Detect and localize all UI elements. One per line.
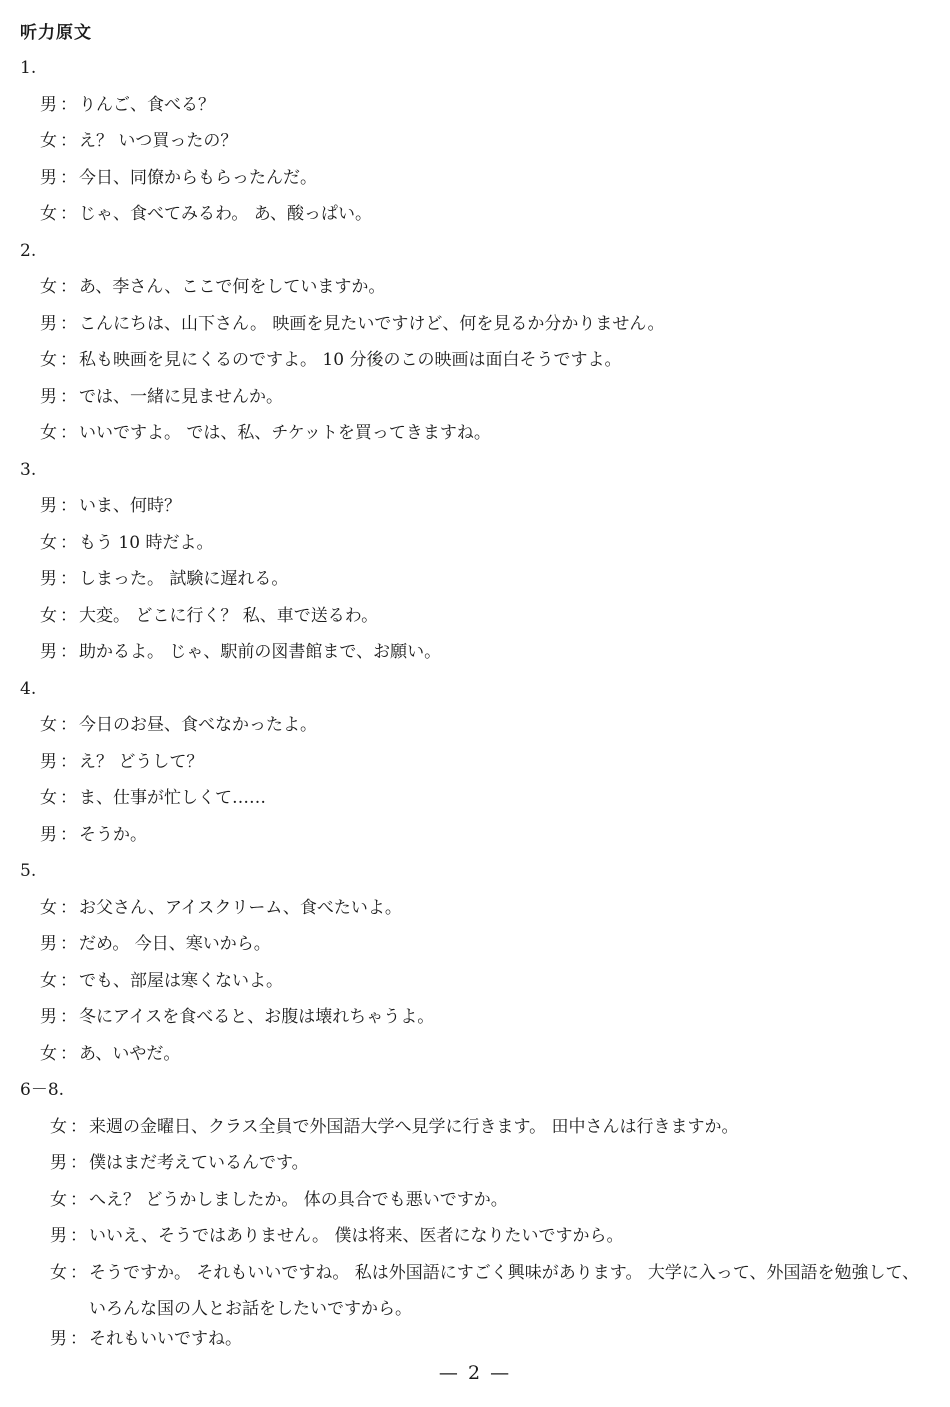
speaker-label: 女: [40, 131, 57, 151]
utterance-text: え？ いつ買ったの？: [79, 131, 238, 151]
utterance-text: こんにちは、山下さん。 映画を見たいですけど、何を見るか分かりません。: [79, 313, 665, 334]
utterance-text: では、一緒に見ませんか。: [79, 386, 283, 407]
speaker-label: 女: [40, 1043, 57, 1064]
utterance-text: でも、部屋は寒くないよ。: [79, 970, 283, 991]
speaker-separator: ：: [60, 605, 77, 626]
dialogue-line: [20, 1327, 935, 1364]
speaker-separator: ：: [60, 204, 77, 224]
utterance-text: へえ？ どうかしましたか。 体の具合でも悪いですか。: [89, 1189, 508, 1210]
speaker-separator: ：: [70, 1189, 87, 1210]
speaker-separator: ：: [60, 1043, 77, 1064]
speaker-label: 女: [40, 715, 57, 735]
speaker-separator: ：: [60, 313, 77, 334]
speaker-separator: ：: [60, 642, 77, 662]
speaker-label: 女: [40, 423, 57, 443]
speaker-separator: ：: [70, 1328, 87, 1349]
speaker-separator: ：: [60, 751, 77, 772]
speaker-label: 女: [40, 788, 57, 808]
speaker-separator: ：: [60, 532, 77, 553]
speaker-separator: ：: [60, 386, 77, 407]
speaker-separator: ：: [60, 897, 77, 918]
speaker-label: 男: [40, 642, 57, 662]
speaker-separator: ：: [60, 970, 77, 991]
speaker-separator: ：: [60, 131, 77, 151]
utterance-text: え？ どうして？: [79, 751, 204, 772]
utterance-text: もう 10 時だよ。: [79, 532, 214, 553]
utterance-text: いいですよ。 では、私、チケットを買ってきますね。: [79, 423, 491, 443]
utterance-text: 大変。 どこに行く？ 私、車で送るわ。: [79, 605, 379, 626]
speaker-label: 男: [50, 1328, 67, 1349]
utterance-text: そうか。: [79, 824, 147, 845]
speaker-label: 女: [40, 204, 57, 224]
dialogue-line: [20, 1261, 935, 1327]
section-number: 2.: [20, 240, 37, 261]
speaker-separator: ：: [60, 569, 77, 589]
speaker-separator: ：: [60, 496, 77, 516]
section-number: 4.: [20, 678, 37, 699]
utterance-text: そうですか。 それもいいですね。 私は外国語にすごく興味があります。 大学に入って、外国語を勉強して、いろんな国の人とお話をしたいですから。: [89, 1262, 920, 1319]
utterance-text: 冬にアイスを食べると、お腹は壊れちゃうよ。: [79, 1007, 435, 1027]
utterance-text: それもいいですね。: [89, 1328, 242, 1349]
dialogue-line: [20, 421, 935, 458]
speaker-label: 男: [40, 167, 57, 188]
speaker-label: 女: [40, 897, 57, 918]
speaker-label: 男: [40, 386, 57, 407]
utterance-text: しまった。 試験に遅れる。: [79, 569, 289, 589]
speaker-label: 女: [40, 277, 57, 297]
utterance-text: 来週の金曜日、クラス全員で外国語大学へ見学に行きます。 田中さんは行きますか。: [89, 1116, 739, 1137]
speaker-separator: ：: [70, 1262, 87, 1283]
utterance-text: 今日のお昼、食べなかったよ。: [79, 715, 317, 735]
utterance-text: ま、仕事が忙しくて……: [79, 788, 266, 808]
speaker-label: 女: [50, 1116, 67, 1137]
dialogue-line: [20, 823, 935, 860]
utterance-text: だめ。 今日、寒いから。: [79, 934, 271, 954]
speaker-separator: ：: [70, 1116, 87, 1137]
utterance-text: りんご、食べる？: [79, 94, 215, 115]
speaker-label: 女: [40, 970, 57, 991]
section-number: 1.: [20, 58, 37, 78]
utterance-text: あ、いやだ。: [79, 1043, 181, 1064]
utterance-text: いいえ、そうではありません。 僕は将来、医者になりたいですから。: [89, 1226, 624, 1246]
section-number: 3.: [20, 459, 37, 480]
speaker-label: 男: [40, 824, 57, 845]
page-number: — 2 —: [438, 1362, 512, 1384]
speaker-separator: ：: [70, 1226, 87, 1246]
dialogue-line: [20, 202, 935, 239]
speaker-label: 男: [40, 934, 57, 954]
speaker-separator: ：: [60, 934, 77, 954]
speaker-label: 男: [40, 569, 57, 589]
utterance-text: あ、李さん、ここで何をしていますか。: [79, 277, 386, 297]
utterance-text: 助かるよ。 じゃ、駅前の図書館まで、お願い。: [79, 642, 442, 662]
dialogue-line: [20, 640, 935, 677]
speaker-separator: ：: [60, 788, 77, 808]
page-title: 听力原文: [20, 23, 92, 43]
speaker-separator: ：: [60, 277, 77, 297]
speaker-label: 男: [40, 751, 57, 772]
utterance-text: お父さん、アイスクリーム、食べたいよ。: [79, 897, 402, 918]
speaker-label: 女: [50, 1189, 67, 1210]
speaker-label: 男: [40, 1007, 57, 1027]
speaker-separator: ：: [60, 1007, 77, 1027]
speaker-label: 男: [50, 1153, 67, 1173]
speaker-separator: ：: [60, 350, 77, 370]
utterance-text: 私も映画を見にくるのですよ。 10 分後のこの映画は面白そうですよ。: [79, 350, 622, 370]
speaker-separator: ：: [60, 715, 77, 735]
speaker-label: 女: [40, 350, 57, 370]
utterance-text: じゃ、食べてみるわ。 あ、酸っぱい。: [79, 204, 373, 224]
speaker-label: 男: [40, 94, 57, 115]
speaker-separator: ：: [70, 1153, 87, 1173]
speaker-separator: ：: [60, 824, 77, 845]
speaker-separator: ：: [60, 423, 77, 443]
speaker-label: 女: [50, 1262, 67, 1283]
section-number: 5.: [20, 861, 37, 881]
utterance-text: 今日、同僚からもらったんだ。: [79, 167, 317, 188]
speaker-separator: ：: [60, 94, 77, 115]
speaker-label: 男: [40, 313, 57, 334]
section-number: 6－8.: [20, 1080, 65, 1100]
utterance-text: 僕はまだ考えているんです。: [89, 1153, 309, 1173]
dialogue-line: [20, 1042, 935, 1079]
transcript-body: [20, 56, 935, 1363]
speaker-label: 女: [40, 532, 57, 553]
speaker-label: 男: [50, 1226, 67, 1246]
speaker-label: 女: [40, 605, 57, 626]
speaker-label: 男: [40, 496, 57, 516]
speaker-separator: ：: [60, 167, 77, 188]
utterance-text: いま、何時？: [79, 496, 181, 516]
